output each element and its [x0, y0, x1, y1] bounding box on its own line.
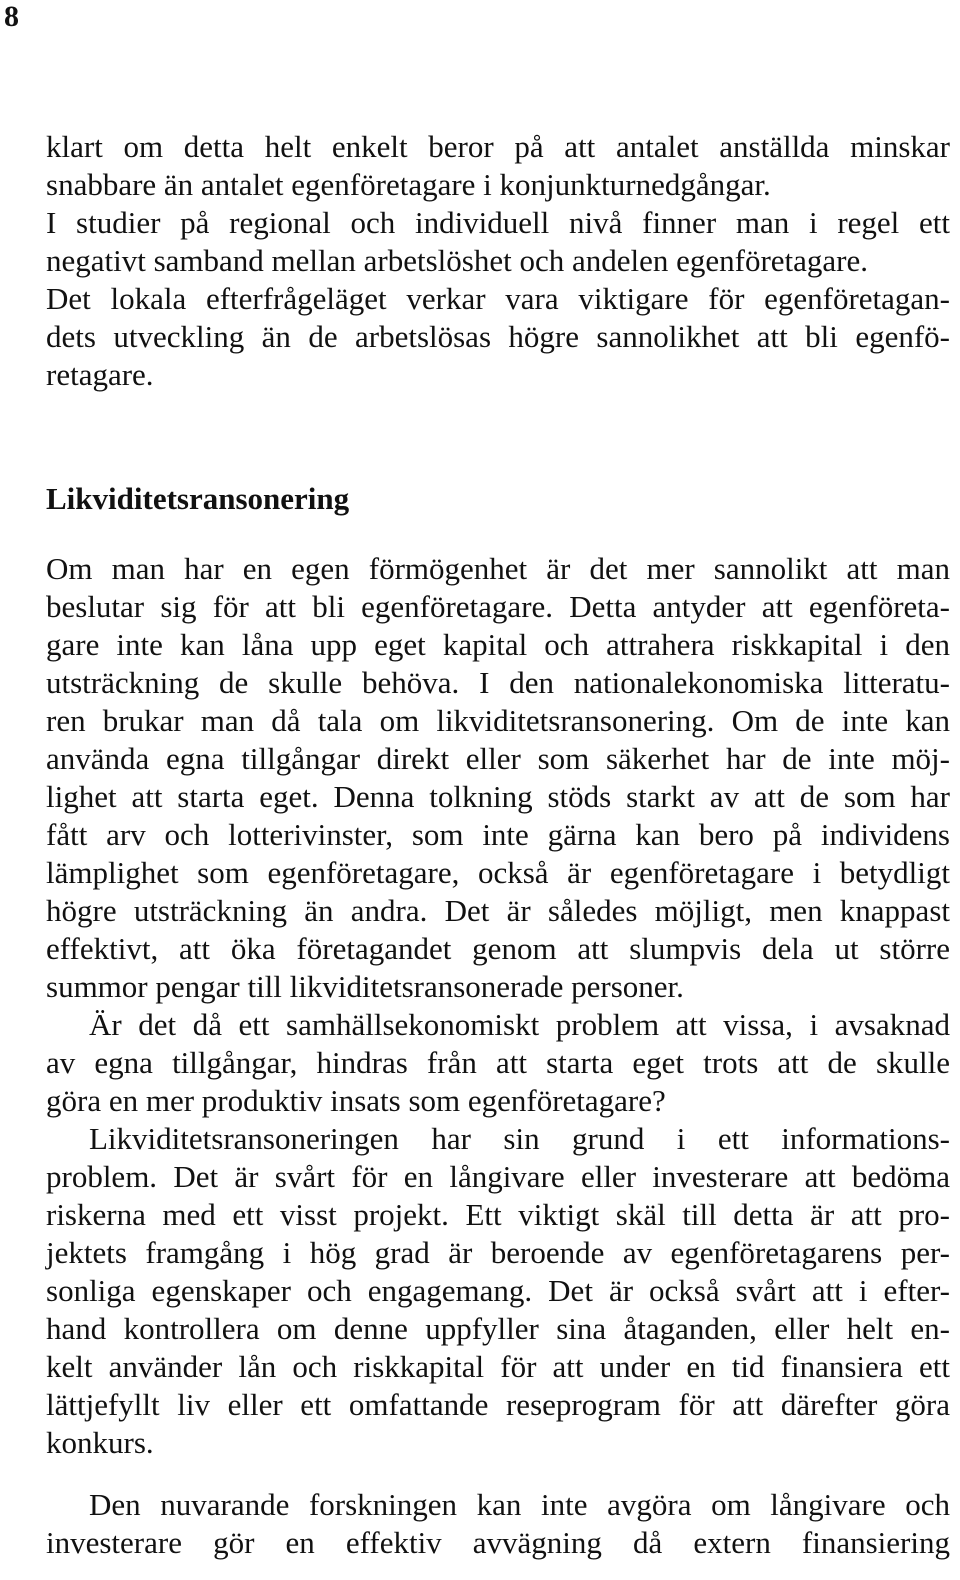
text-line: retagare.	[46, 357, 154, 392]
text-line: negativt samband mellan arbetslöshet och andelen egenföretagare.	[46, 243, 869, 278]
text-line: riskerna med ett visst projekt. Ett viktigt skäl till detta är att pro-	[46, 1197, 950, 1232]
text-line: göra en mer produktiv insats som egenföretagare?	[46, 1083, 666, 1118]
text-line: Det lokala efterfrågeläget verkar vara viktigare för egenföretagan-	[46, 281, 950, 316]
text-line: lämplighet som egenföretagare, också är egenföretagare i betydligt	[46, 855, 950, 890]
text-line: gare inte kan låna upp eget kapital och attrahera riskkapital i den	[46, 627, 950, 662]
text-line: Om man har en egen förmögenhet är det mer sannolikt att man	[46, 551, 950, 586]
text-line: effektivt, att öka företagandet genom att slumpvis dela ut större	[46, 931, 950, 966]
text-line: ren brukar man då tala om likviditetsransonering. Om de inte kan	[46, 703, 950, 738]
text-line: Den nuvarande forskningen kan inte avgöra om långivare och	[89, 1487, 950, 1522]
text-line: dets utveckling än de arbetslösas högre sannolikhet att bli egenfö-	[46, 319, 950, 354]
text-line: utsträckning de skulle behöva. I den nationalekonomiska litteratu-	[46, 665, 950, 700]
text-line: investerare gör en effektiv avvägning då extern finansiering	[46, 1525, 950, 1560]
section-heading: Likviditetsransonering	[46, 481, 350, 516]
text-line: hand kontrollera om denne uppfyller sina åtaganden, eller helt en-	[46, 1311, 950, 1346]
text-line: problem. Det är svårt för en långivare eller investerare att bedöma	[46, 1159, 950, 1194]
text-line: högre utsträckning än andra. Det är således möjligt, men knappast	[46, 893, 950, 928]
text-line: I studier på regional och individuell nivå finner man i regel ett	[46, 205, 950, 240]
text-line: konkurs.	[46, 1425, 154, 1460]
text-line: snabbare än antalet egenföretagare i konjunkturnedgångar.	[46, 167, 771, 202]
text-line: kelt använder lån och riskkapital för att under en tid finansiera ett	[46, 1349, 950, 1384]
text-line: lättjefyllt liv eller ett omfattande reseprogram för att därefter göra	[46, 1387, 950, 1422]
text-line: använda egna tillgångar direkt eller som säkerhet har de inte möj-	[46, 741, 950, 776]
text-line: klart om detta helt enkelt beror på att antalet anställda minskar	[46, 129, 950, 164]
text-line: fått arv och lotterivinster, som inte gärna kan bero på individens	[46, 817, 950, 852]
text-line: Är det då ett samhällsekonomiskt problem att vissa, i avsaknad	[89, 1007, 950, 1042]
text-line: av egna tillgångar, hindras från att starta eget trots att de skulle	[46, 1045, 950, 1080]
text-line: beslutar sig för att bli egenföretagare. Detta antyder att egenföreta-	[46, 589, 950, 624]
text-line: Likviditetsransoneringen har sin grund i ett informations-	[89, 1121, 950, 1156]
text-line: sonliga egenskaper och engagemang. Det är också svårt att i efter-	[46, 1273, 950, 1308]
text-line: summor pengar till likviditetsransonerade personer.	[46, 969, 684, 1004]
text-line: jektets framgång i hög grad är beroende av egenföretagarens per-	[46, 1235, 950, 1270]
page-number: 8	[4, 0, 19, 33]
text-line: lighet att starta eget. Denna tolkning stöds starkt av att de som har	[46, 779, 950, 814]
